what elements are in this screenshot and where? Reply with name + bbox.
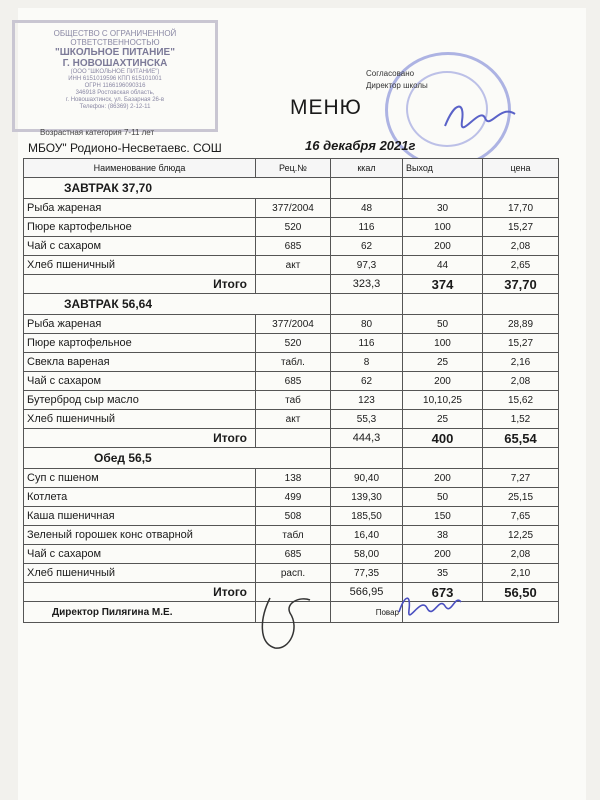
stamp-small-line: (ООО "ШКОЛЬНОЕ ПИТАНИЕ")	[70, 69, 160, 75]
kcal-value: 123	[331, 391, 403, 410]
page-title: МЕНЮ	[290, 96, 362, 119]
recipe-number: 377/2004	[256, 199, 331, 218]
kcal-value: 139,30	[331, 488, 403, 507]
output-value: 30	[403, 199, 483, 218]
total-price: 37,70	[483, 275, 559, 294]
school-name: МБОУ" Родионо-Несветаевс. СОШ	[28, 141, 222, 155]
menu-item-row	[24, 410, 559, 429]
header-kcal: ккал	[331, 159, 403, 178]
kcal-value: 80	[331, 315, 403, 334]
menu-item-row	[24, 526, 559, 545]
section-total-row	[24, 429, 559, 448]
empty-cell	[256, 275, 331, 294]
recipe-number: 138	[256, 469, 331, 488]
recipe-number: 685	[256, 545, 331, 564]
table-header-row	[24, 159, 559, 178]
kcal-value: 8	[331, 353, 403, 372]
stamp-small-line: Телефон: (86369) 2-12-11	[79, 104, 151, 110]
menu-table-body	[24, 159, 559, 623]
director-signature	[250, 588, 320, 658]
dish-name: Чай с сахаром	[24, 545, 256, 564]
dish-name: Хлеб пшеничный	[24, 564, 256, 583]
kcal-value: 77,35	[331, 564, 403, 583]
dish-name: Пюре картофельное	[24, 218, 256, 237]
menu-item-row	[24, 353, 559, 372]
menu-item-row	[24, 315, 559, 334]
menu-item-row	[24, 334, 559, 353]
price-value: 2,08	[483, 372, 559, 391]
recipe-number: 685	[256, 237, 331, 256]
total-kcal: 444,3	[331, 429, 403, 448]
output-value: 50	[403, 315, 483, 334]
dish-name: Суп с пшеном	[24, 469, 256, 488]
company-stamp	[12, 20, 218, 132]
total-output: 673	[403, 583, 483, 602]
dish-name: Котлета	[24, 488, 256, 507]
section-header-row	[24, 448, 559, 469]
kcal-value: 90,40	[331, 469, 403, 488]
approval-label: Согласовано	[366, 69, 415, 78]
section-title: Обед 56,5	[24, 448, 331, 469]
menu-table	[23, 158, 559, 623]
dish-name: Хлеб пшеничный	[24, 410, 256, 429]
total-label: Итого	[24, 275, 256, 294]
price-value: 7,27	[483, 469, 559, 488]
cook-label: Повар	[331, 602, 403, 623]
recipe-number: расп.	[256, 564, 331, 583]
total-output: 400	[403, 429, 483, 448]
section-header-row	[24, 178, 559, 199]
approval-block	[366, 68, 428, 92]
dish-name: Каша пшеничная	[24, 507, 256, 526]
stamp-small-line: г. Новошахтинск, ул. Базарная 26-в	[65, 97, 165, 103]
price-value: 15,62	[483, 391, 559, 410]
dish-name: Свекла вареная	[24, 353, 256, 372]
kcal-value: 185,50	[331, 507, 403, 526]
recipe-number: табл	[256, 526, 331, 545]
kcal-value: 16,40	[331, 526, 403, 545]
menu-item-row	[24, 545, 559, 564]
price-value: 7,65	[483, 507, 559, 526]
header-recipe: Рец.№	[256, 159, 331, 178]
output-value: 44	[403, 256, 483, 275]
kcal-value: 116	[331, 218, 403, 237]
recipe-number: акт	[256, 256, 331, 275]
menu-item-row	[24, 391, 559, 410]
menu-item-row	[24, 507, 559, 526]
recipe-number: 685	[256, 372, 331, 391]
output-value: 100	[403, 218, 483, 237]
dish-name: Пюре картофельное	[24, 334, 256, 353]
menu-item-row	[24, 488, 559, 507]
stamp-line: "ШКОЛЬНОЕ ПИТАНИЕ"	[55, 47, 175, 58]
empty-cell	[483, 178, 559, 199]
total-label: Итого	[24, 429, 256, 448]
output-value: 200	[403, 545, 483, 564]
kcal-value: 62	[331, 237, 403, 256]
empty-cell	[331, 448, 403, 469]
recipe-number: табл.	[256, 353, 331, 372]
price-value: 25,15	[483, 488, 559, 507]
price-value: 2,10	[483, 564, 559, 583]
kcal-value: 97,3	[331, 256, 403, 275]
output-value: 150	[403, 507, 483, 526]
empty-cell	[403, 294, 483, 315]
total-price: 56,50	[483, 583, 559, 602]
dish-name: Рыба жареная	[24, 199, 256, 218]
empty-cell	[403, 448, 483, 469]
section-title: ЗАВТРАК 37,70	[24, 178, 331, 199]
dish-name: Бутерброд сыр масло	[24, 391, 256, 410]
total-price: 65,54	[483, 429, 559, 448]
recipe-number: 520	[256, 218, 331, 237]
output-value: 10,10,25	[403, 391, 483, 410]
output-value: 35	[403, 564, 483, 583]
menu-item-row	[24, 564, 559, 583]
price-value: 28,89	[483, 315, 559, 334]
menu-item-row	[24, 372, 559, 391]
output-value: 25	[403, 353, 483, 372]
output-value: 200	[403, 469, 483, 488]
kcal-value: 116	[331, 334, 403, 353]
kcal-value: 58,00	[331, 545, 403, 564]
section-header-row	[24, 294, 559, 315]
recipe-number: акт	[256, 410, 331, 429]
dish-name: Хлеб пшеничный	[24, 256, 256, 275]
dish-name: Зеленый горошек конс отварной	[24, 526, 256, 545]
kcal-value: 62	[331, 372, 403, 391]
total-kcal: 323,3	[331, 275, 403, 294]
header-price: цена	[483, 159, 559, 178]
section-total-row	[24, 275, 559, 294]
total-label: Итого	[24, 583, 256, 602]
age-category: Возрастная категория 7-11 лет	[40, 128, 155, 137]
empty-cell	[331, 294, 403, 315]
menu-date: 16 декабря 2021г	[305, 138, 416, 153]
empty-cell	[331, 178, 403, 199]
total-kcal: 566,95	[331, 583, 403, 602]
approval-signer: Директор школы	[366, 81, 428, 90]
menu-item-row	[24, 218, 559, 237]
price-value: 2,08	[483, 237, 559, 256]
price-value: 2,08	[483, 545, 559, 564]
price-value: 2,16	[483, 353, 559, 372]
kcal-value: 55,3	[331, 410, 403, 429]
price-value: 12,25	[483, 526, 559, 545]
stamp-small-line: ИНН 6151019596 КПП 615101001	[68, 76, 162, 82]
price-value: 17,70	[483, 199, 559, 218]
menu-item-row	[24, 256, 559, 275]
empty-cell	[483, 294, 559, 315]
stamp-line: Г. НОВОШАХТИНСКА	[62, 58, 168, 69]
price-value: 15,27	[483, 218, 559, 237]
empty-cell	[483, 448, 559, 469]
dish-name: Чай с сахаром	[24, 372, 256, 391]
empty-cell	[256, 429, 331, 448]
empty-cell	[403, 178, 483, 199]
recipe-number: 377/2004	[256, 315, 331, 334]
price-value: 2,65	[483, 256, 559, 275]
stamp-small-line: 346918 Ростовская область,	[75, 90, 155, 96]
total-output: 374	[403, 275, 483, 294]
price-value: 1,52	[483, 410, 559, 429]
header-output: Выход	[403, 159, 483, 178]
recipe-number: 499	[256, 488, 331, 507]
output-value: 38	[403, 526, 483, 545]
kcal-value: 48	[331, 199, 403, 218]
menu-item-row	[24, 237, 559, 256]
stamp-line: ОБЩЕСТВО С ОГРАНИЧЕННОЙ	[53, 29, 177, 38]
recipe-number: таб	[256, 391, 331, 410]
menu-item-row	[24, 199, 559, 218]
section-title: ЗАВТРАК 56,64	[24, 294, 331, 315]
output-value: 200	[403, 372, 483, 391]
output-value: 50	[403, 488, 483, 507]
director-approval-signature	[440, 96, 520, 136]
output-value: 100	[403, 334, 483, 353]
stamp-line: ОТВЕТСТВЕННОСТЬЮ	[70, 38, 160, 47]
stamp-small-line: ОГРН 1166196090316	[84, 83, 146, 89]
dish-name: Чай с сахаром	[24, 237, 256, 256]
dish-name: Рыба жареная	[24, 315, 256, 334]
header-dish-name: Наименование блюда	[24, 159, 256, 178]
price-value: 15,27	[483, 334, 559, 353]
output-value: 25	[403, 410, 483, 429]
output-value: 200	[403, 237, 483, 256]
cook-signature	[395, 590, 465, 618]
menu-item-row	[24, 469, 559, 488]
director-name: Директор Пилягина М.Е.	[24, 602, 256, 623]
recipe-number: 520	[256, 334, 331, 353]
recipe-number: 508	[256, 507, 331, 526]
